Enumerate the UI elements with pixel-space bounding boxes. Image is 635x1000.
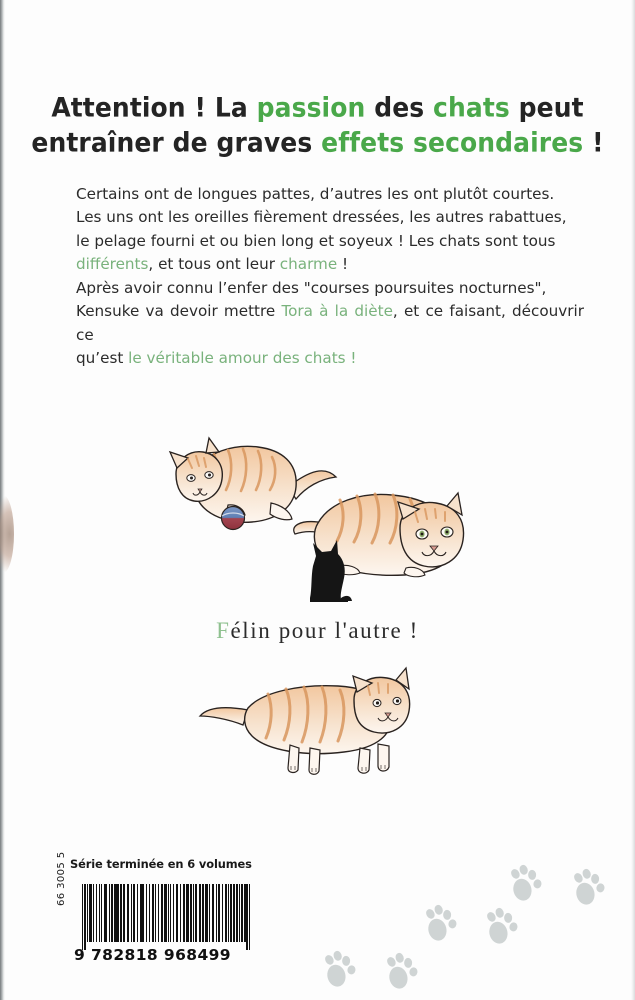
- blurb-text: !: [337, 255, 349, 274]
- paw-print: [508, 861, 546, 903]
- barcode-bars: [82, 884, 250, 950]
- headline-highlight-effets: effets secondaires: [321, 127, 584, 158]
- isbn-number: 9 782818 968499: [74, 946, 231, 964]
- blurb-text: , et tous ont leur: [148, 255, 280, 274]
- blurb-line: le pelage fourni et ou bien long et soyeux ! Les chats sont tous: [76, 231, 556, 250]
- paw-print: [384, 949, 422, 991]
- blurb-highlight-charme: charme: [279, 255, 338, 274]
- headline-text: !: [583, 127, 604, 158]
- blurb-text: Kensuke va devoir mettre: [76, 302, 282, 321]
- headline-text: des: [365, 92, 434, 123]
- barcode-side-code: 66 3005 5: [56, 851, 67, 906]
- blurb-highlight-amour: le véritable amour des chats !: [128, 349, 357, 368]
- headline-text: Attention ! La: [51, 92, 257, 123]
- headline-highlight-passion: passion: [256, 92, 366, 123]
- barcode-bar: [249, 884, 250, 950]
- paw-print: [423, 901, 461, 943]
- blurb-line: Les uns ont les oreilles fièrement dressées, les autres rabattues,: [76, 208, 567, 227]
- paw-print: [322, 947, 360, 989]
- paw-print: [484, 904, 522, 946]
- paw-print: [571, 865, 609, 907]
- series-note: Série terminée en 6 volumes: [70, 857, 252, 871]
- headline-highlight-chats: chats: [433, 92, 510, 123]
- blurb-text: qu’est: [76, 349, 129, 368]
- blurb-text: , et ce faisant, découvrir ce: [76, 302, 584, 344]
- tagline-initial: F: [216, 618, 231, 643]
- headline-text: peut: [509, 92, 584, 123]
- blurb-line: Après avoir connu l’enfer des "courses poursuites nocturnes",: [76, 279, 547, 297]
- tagline-rest: élin pour l'autre !: [230, 618, 419, 643]
- blurb-highlight-differents: différents: [76, 255, 149, 274]
- blurb-highlight-tora: Tora à la diète: [281, 302, 393, 321]
- headline-text: entraîner de graves: [31, 127, 322, 158]
- blurb-line: Certains ont de longues pattes, d’autres les ont plutôt courtes.: [76, 185, 555, 203]
